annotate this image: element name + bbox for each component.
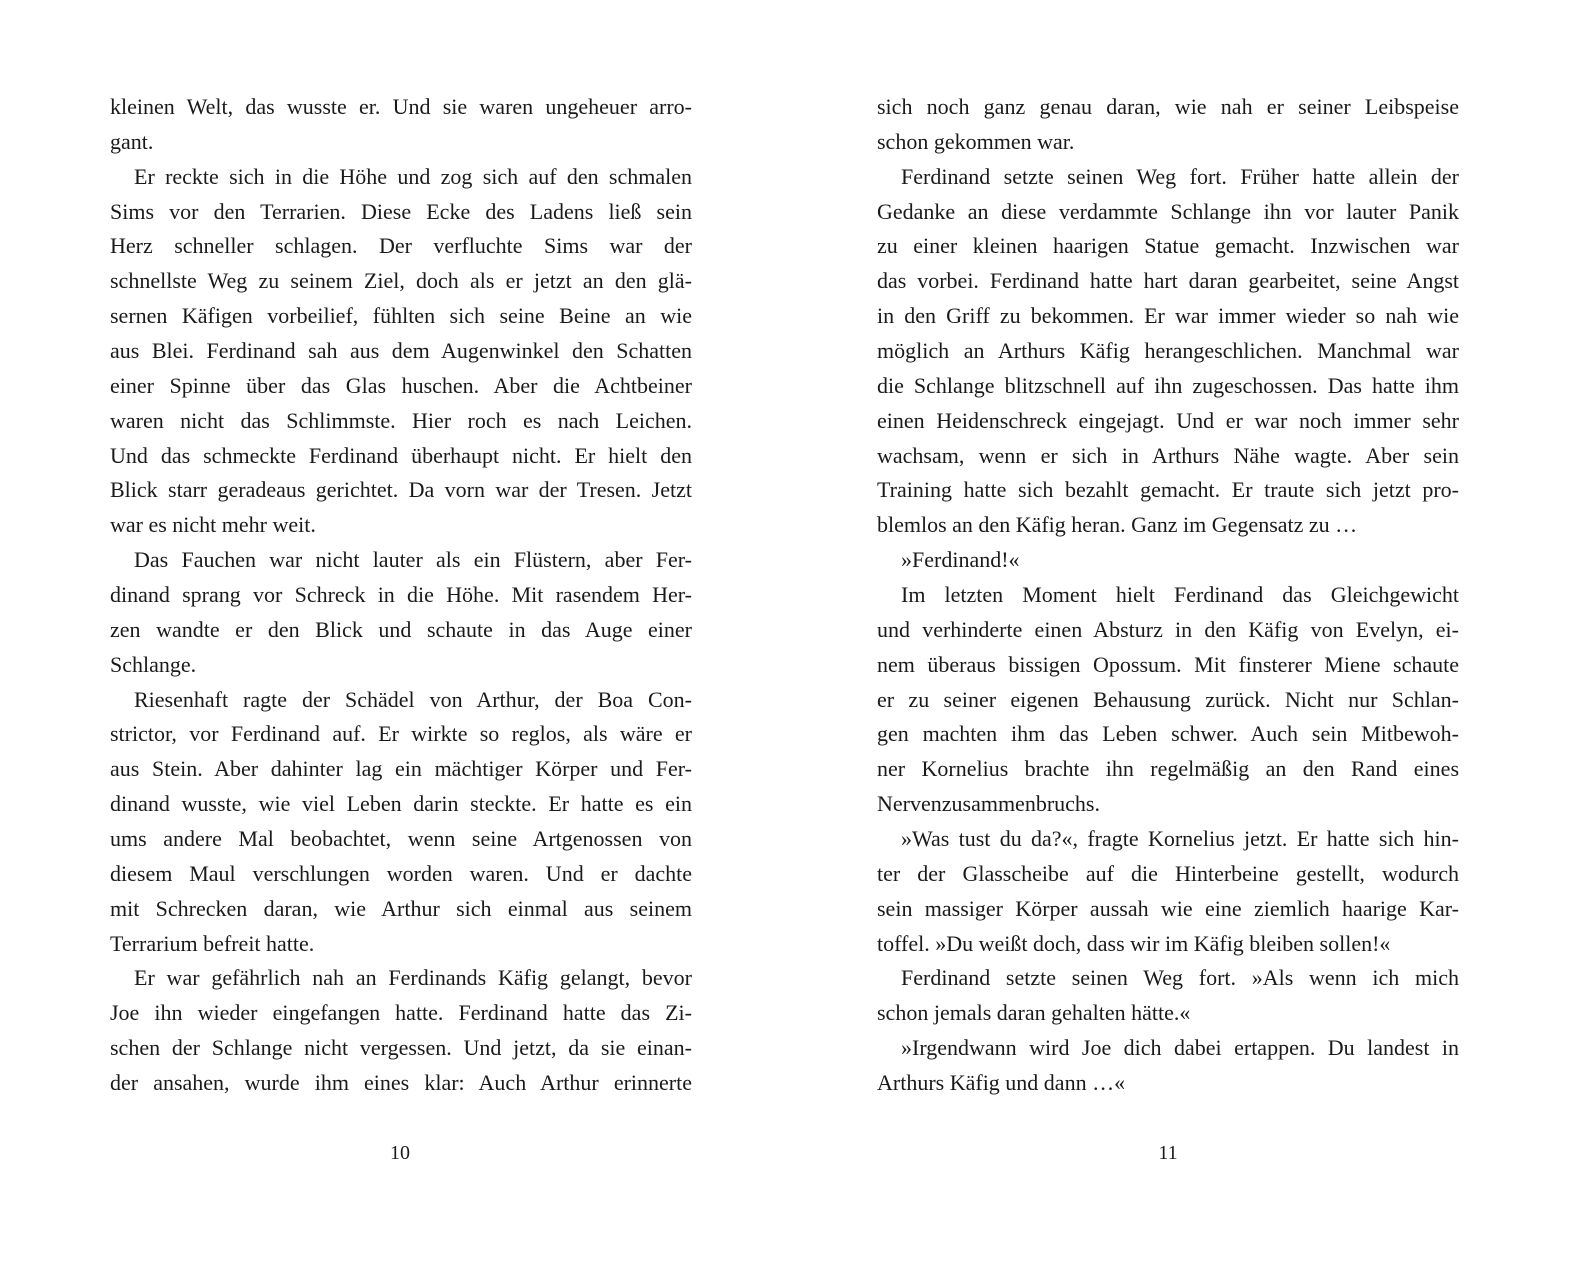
text-line: aus Blei. Ferdinand sah aus dem Augenwinkel den Schatten (110, 338, 692, 364)
text-line: Und das schmeckte Ferdinand überhaupt nicht. Er hielt den (110, 442, 692, 468)
text-line: Terrarium befreit hatte. (110, 930, 315, 956)
text-line: er zu seiner eigenen Behausung zurück. Nicht nur Schlan- (877, 686, 1459, 712)
text-line: schon jemals daran gehalten hätte.« (877, 1000, 1191, 1026)
text-line: diesem Maul verschlungen worden waren. Und er dachte (110, 860, 692, 886)
text-line: toffel. »Du weißt doch, dass wir im Käfig bleiben sollen!« (877, 930, 1391, 956)
text-line: möglich an Arthurs Käfig herangeschlichen. Manchmal war (877, 338, 1459, 364)
text-line: Schlange. (110, 651, 197, 677)
text-line: mit Schrecken daran, wie Arthur sich einmal aus seinem (110, 895, 692, 921)
text-line: wachsam, wenn er sich in Arthurs Nähe wagte. Aber sein (877, 442, 1459, 468)
text-line: waren nicht das Schlimmste. Hier roch es nach Leichen. (110, 407, 692, 433)
text-line: ner Kornelius brachte ihn regelmäßig an den Rand eines (877, 756, 1459, 782)
text-line: Herz schneller schlagen. Der verfluchte Sims war der (110, 233, 692, 259)
text-line: Er war gefährlich nah an Ferdinands Käfig gelangt, bevor (134, 965, 692, 991)
text-line: Gedanke an diese verdammte Schlange ihn vor lauter Panik (877, 198, 1459, 224)
text-line: die Schlange blitzschnell auf ihn zugeschossen. Das hatte ihm (877, 372, 1459, 398)
text-line: war es nicht mehr weit. (110, 512, 316, 538)
text-line: nem überaus bissigen Opossum. Mit finsterer Miene schaute (877, 651, 1459, 677)
text-line: einer Spinne über das Glas huschen. Aber die Achtbeiner (110, 372, 692, 398)
page-number-right: 11 (1158, 1142, 1178, 1164)
text-line: Arthurs Käfig und dann …« (877, 1070, 1126, 1096)
text-line: ter der Glasscheibe auf die Hinterbeine gestellt, wodurch (877, 860, 1459, 886)
text-line: Riesenhaft ragte der Schädel von Arthur, der Boa Con- (134, 686, 692, 712)
text-line: einen Heidenschreck eingejagt. Und er war noch immer sehr (877, 407, 1459, 433)
text-line: sich noch ganz genau daran, wie nah er seiner Leibspeise (877, 94, 1459, 119)
text-line: zu einer kleinen haarigen Statue gemacht. Inzwischen war (877, 233, 1459, 259)
text-line: in den Griff zu bekommen. Er war immer wieder so nah wie (877, 303, 1459, 329)
text-line: Blick starr geradeaus gerichtet. Da vorn war der Tresen. Jetzt (110, 477, 692, 503)
text-line: Das Fauchen war nicht lauter als ein Flüstern, aber Fer- (134, 547, 692, 573)
text-line: »Ferdinand!« (901, 547, 1020, 573)
text-line: Ferdinand setzte seinen Weg fort. Früher hatte allein der (901, 163, 1459, 189)
text-line: Im letzten Moment hielt Ferdinand das Gleichgewicht (901, 582, 1459, 608)
right-page-text (877, 90, 1459, 1101)
text-line: schnellste Weg zu seinem Ziel, doch als er jetzt an den glä- (110, 268, 692, 294)
text-line: dinand sprang vor Schreck in die Höhe. Mit rasendem Her- (110, 582, 692, 608)
text-line: kleinen Welt, das wusste er. Und sie waren ungeheuer arro- (110, 94, 692, 119)
text-line: Joe ihn wieder eingefangen hatte. Ferdinand hatte das Zi- (110, 1000, 692, 1026)
text-line: Sims vor den Terrarien. Diese Ecke des Ladens ließ sein (110, 198, 692, 224)
text-line: aus Stein. Aber dahinter lag ein mächtiger Körper und Fer- (110, 756, 692, 782)
text-line: Er reckte sich in die Höhe und zog sich auf den schmalen (134, 163, 692, 189)
text-line: »Was tust du da?«, fragte Kornelius jetzt. Er hatte sich hin- (901, 826, 1459, 852)
text-line: »Irgendwann wird Joe dich dabei ertappen. Du landest in (901, 1035, 1459, 1061)
text-line: dinand wusste, wie viel Leben darin steckte. Er hatte es ein (110, 791, 692, 817)
text-line: schon gekommen war. (877, 128, 1075, 154)
text-line: sein massiger Körper aussah wie eine ziemlich haarige Kar- (877, 895, 1459, 921)
text-line: sernen Käfigen vorbeilief, fühlten sich seine Beine an wie (110, 303, 692, 329)
text-line: der ansahen, wurde ihm eines klar: Auch Arthur erinnerte (110, 1070, 692, 1096)
text-line: schen der Schlange nicht vergessen. Und jetzt, da sie einan- (110, 1035, 692, 1061)
text-line: das vorbei. Ferdinand hatte hart daran gearbeitet, seine Angst (877, 268, 1459, 294)
text-line: und verhinderte einen Absturz in den Käfig von Evelyn, ei- (877, 616, 1459, 642)
text-line: gen machten ihm das Leben schwer. Auch sein Mitbewoh- (877, 721, 1459, 747)
text-line: Nervenzusammenbruchs. (877, 791, 1100, 817)
left-page-text (110, 90, 692, 1101)
text-line: blemlos an den Käfig heran. Ganz im Gegensatz zu … (877, 512, 1358, 538)
text-line: zen wandte er den Blick und schaute in das Auge einer (110, 616, 692, 642)
text-line: gant. (110, 128, 154, 154)
page-number-left: 10 (390, 1142, 410, 1164)
text-line: strictor, vor Ferdinand auf. Er wirkte so reglos, als wäre er (110, 721, 692, 747)
text-line: Ferdinand setzte seinen Weg fort. »Als wenn ich mich (901, 965, 1459, 991)
text-line: ums andere Mal beobachtet, wenn seine Artgenossen von (110, 826, 692, 852)
text-line: Training hatte sich bezahlt gemacht. Er traute sich jetzt pro- (877, 477, 1459, 503)
